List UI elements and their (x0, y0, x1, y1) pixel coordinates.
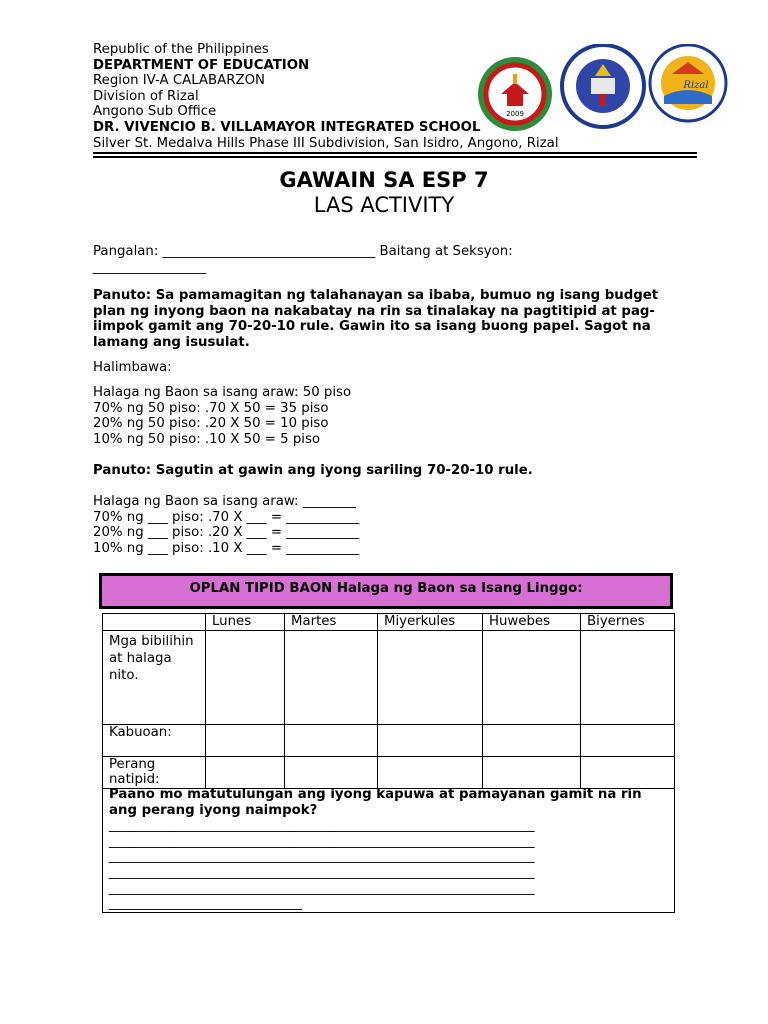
day-header: Miyerkules (378, 614, 483, 631)
table-cell[interactable] (581, 631, 675, 725)
answer-line[interactable]: ________________________________________________________________ (109, 818, 535, 834)
svg-text:Rizal: Rizal (683, 80, 709, 91)
table-corner-cell (103, 614, 206, 631)
answer-line[interactable]: 70% ng ___ piso: .70 X ___ = ___________ (93, 509, 360, 525)
table-header-row (103, 614, 675, 631)
section-field-line[interactable]: _________________ (93, 259, 207, 275)
table-row (103, 757, 675, 789)
table-cell[interactable] (285, 757, 378, 789)
answer-line[interactable]: ________________________________________________________________ (109, 833, 535, 849)
header-rule-top (93, 152, 697, 154)
school-seal-logo (478, 57, 552, 131)
reflection-question: Paano mo matutulungan ang iyong kapuwa at pamayanan gamit na rin ang perang iyong naimpok? (109, 787, 642, 818)
day-header: Huwebes (483, 614, 581, 631)
name-field-line[interactable]: Pangalan: ________________________________ Baitang at Seksyon: (93, 244, 513, 259)
reflection-box (102, 786, 675, 913)
day-header: Martes (285, 614, 378, 631)
table-cell[interactable] (483, 725, 581, 757)
example-line: Halaga ng Baon sa isang araw: 50 piso (93, 385, 352, 400)
answer-line[interactable]: _____________________________ (109, 896, 302, 912)
table-cell[interactable] (378, 757, 483, 789)
row-label: Perang natipid: (103, 757, 206, 789)
example-block (93, 385, 673, 447)
table-cell[interactable] (206, 757, 285, 789)
rizal-seal-logo (650, 45, 726, 121)
table-banner-text: OPLAN TIPID BAON Halaga ng Baon sa Isang Linggo: (189, 581, 583, 596)
student-info (93, 244, 673, 275)
day-header: Biyernes (581, 614, 675, 631)
day-header: Lunes (206, 614, 285, 631)
budget-table (102, 613, 675, 789)
row-label: Kabuoan: (103, 725, 206, 757)
letterhead-department: DEPARTMENT OF EDUCATION (93, 57, 310, 73)
example-line: 20% ng 50 piso: .20 X 50 = 10 piso (93, 416, 329, 432)
letterhead-address: Silver St. Medalva Hills Phase III Subdivision, San Isidro, Angono, Rizal (93, 135, 559, 151)
letterhead-division: Division of Rizal (93, 88, 199, 104)
letterhead-region: Region IV-A CALABARZON (93, 73, 265, 89)
header-rule-bottom (93, 156, 697, 158)
page-subtitle: LAS ACTIVITY (313, 193, 455, 217)
table-cell[interactable] (206, 725, 285, 757)
example-label: Halimbawa: (93, 360, 172, 375)
answer-line[interactable]: ________________________________________________________________ (109, 880, 535, 896)
row-label: Mga bibilihin at halaga nito. (103, 631, 206, 725)
table-cell[interactable] (285, 631, 378, 725)
table-row (103, 631, 675, 725)
seals (474, 44, 730, 140)
table-cell[interactable] (581, 757, 675, 789)
answer-line[interactable]: ________________________________________________________________ (109, 849, 535, 865)
table-cell[interactable] (483, 757, 581, 789)
page-title: GAWAIN SA ESP 7 (279, 168, 489, 192)
table-cell[interactable] (378, 725, 483, 757)
table-cell[interactable] (285, 725, 378, 757)
answer-line[interactable]: Halaga ng Baon sa isang araw: ________ (93, 494, 356, 509)
deped-seal-logo (562, 45, 644, 127)
letterhead-republic: Republic of the Philippines (93, 42, 269, 57)
example-line: 70% ng 50 piso: .70 X 50 = 35 piso (93, 400, 329, 416)
letterhead-school: DR. VIVENCIO B. VILLAMAYOR INTEGRATED SCHOOL (93, 119, 481, 135)
answer-line[interactable]: 10% ng ___ piso: .10 X ___ = ___________ (93, 540, 360, 556)
table-cell[interactable] (378, 631, 483, 725)
table-banner (99, 573, 673, 609)
table-cell[interactable] (206, 631, 285, 725)
answer-block (93, 494, 673, 556)
instructions-2: Panuto: Sagutin at gawin ang iyong sariling 70-20-10 rule. (93, 463, 533, 478)
example-line: 10% ng 50 piso: .10 X 50 = 5 piso (93, 431, 321, 447)
svg-text:2009: 2009 (506, 110, 524, 118)
instructions-1: Panuto: Sa pamamagitan ng talahanayan sa ibaba, bumuo ng isang budget plan ng inyong baon na nakabatay na rin sa tinalakay na pagtitipid at pag-iimpok gamit ang 70-20-10 rule. Gawin ito sa isang buong papel. Sagot na lamang ang isusulat. (93, 288, 659, 350)
letterhead-suboffice: Angono Sub Office (93, 104, 217, 120)
table-cell[interactable] (483, 631, 581, 725)
table-cell[interactable] (581, 725, 675, 757)
table-row (103, 725, 675, 757)
answer-line[interactable]: ________________________________________________________________ (109, 864, 535, 880)
answer-line[interactable]: 20% ng ___ piso: .20 X ___ = ___________ (93, 525, 360, 541)
